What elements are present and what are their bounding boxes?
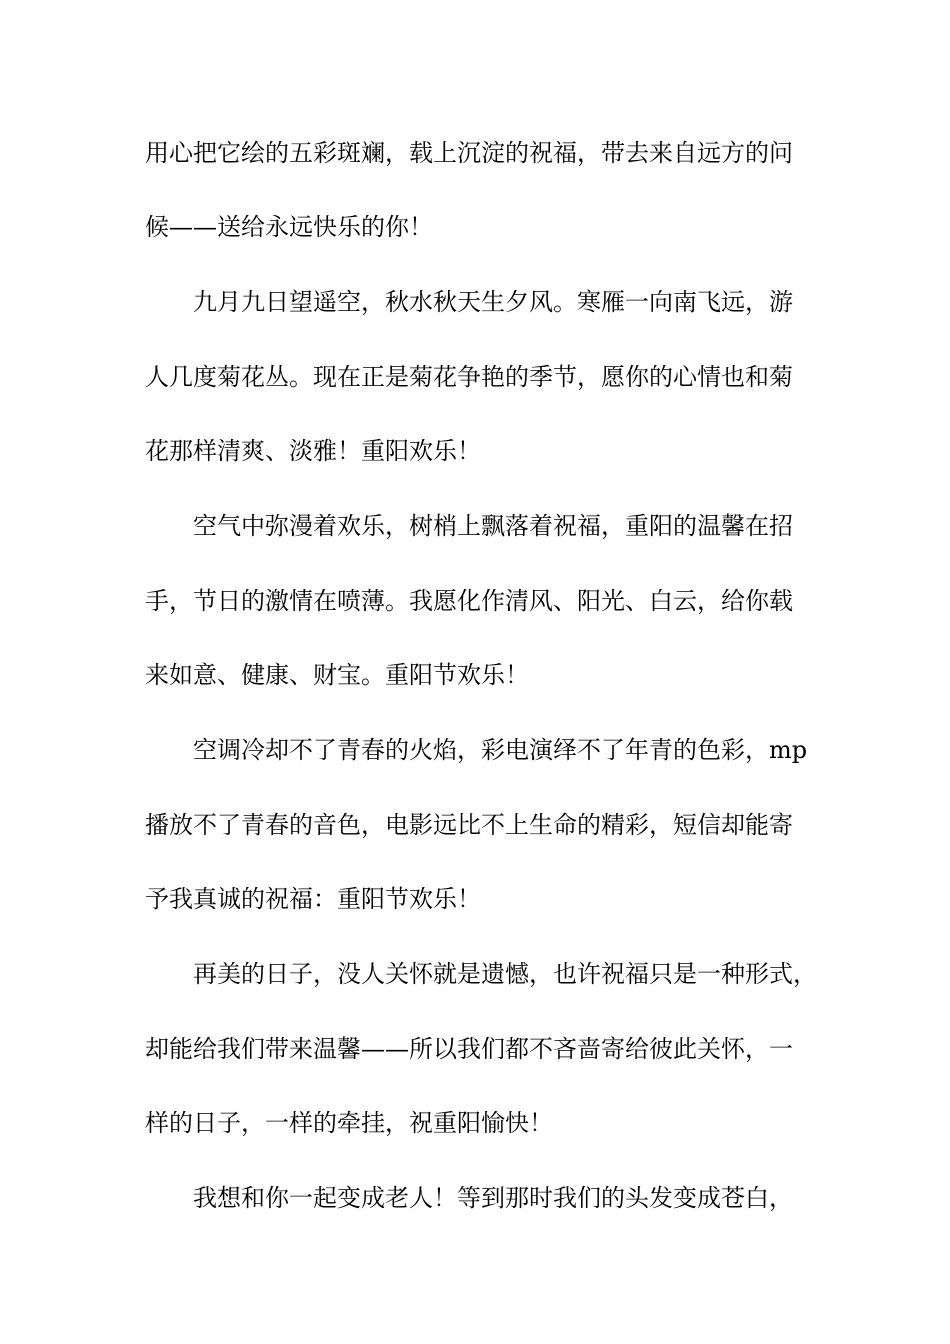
paragraph-first-line: 再美的日子，没人关怀就是遗憾，也许祝福只是一种形式， xyxy=(193,960,817,988)
paragraph-first-line: 九月九日望遥空，秋水秋天生夕风。寒雁一向南飞远，游 xyxy=(193,288,793,316)
text-line: 候——送给永远快乐的你！ xyxy=(145,213,433,241)
paragraph-first-line: 空气中弥漫着欢乐，树梢上飘落着祝福，重阳的温馨在招 xyxy=(193,512,793,540)
text-line: 播放不了青春的音色，电影远比不上生命的精彩，短信却能寄 xyxy=(145,811,793,839)
paragraph-first-line: 我想和你一起变成老人！等到那时我们的头发变成苍白， xyxy=(193,1184,793,1212)
text-line: 花那样清爽、淡雅！重阳欢乐！ xyxy=(145,437,481,465)
text-line: 人几度菊花丛。现在正是菊花争艳的季节，愿你的心情也和菊 xyxy=(145,363,793,391)
text-line: 予我真诚的祝福：重阳节欢乐！ xyxy=(145,885,481,913)
text-line: 手，节日的激情在喷薄。我愿化作清风、阳光、白云，给你载 xyxy=(145,587,793,615)
text-line: 样的日子，一样的牵挂，祝重阳愉快！ xyxy=(145,1109,553,1137)
text-line: 来如意、健康、财宝。重阳节欢乐！ xyxy=(145,661,529,689)
paragraph-first-line: 空调冷却不了青春的火焰，彩电演绎不了年青的色彩，mp xyxy=(193,736,808,764)
text-line: 却能给我们带来温馨——所以我们都不吝啬寄给彼此关怀，一 xyxy=(145,1035,793,1063)
text-line: 用心把它绘的五彩斑斓，载上沉淀的祝福，带去来自远方的问 xyxy=(145,139,793,167)
